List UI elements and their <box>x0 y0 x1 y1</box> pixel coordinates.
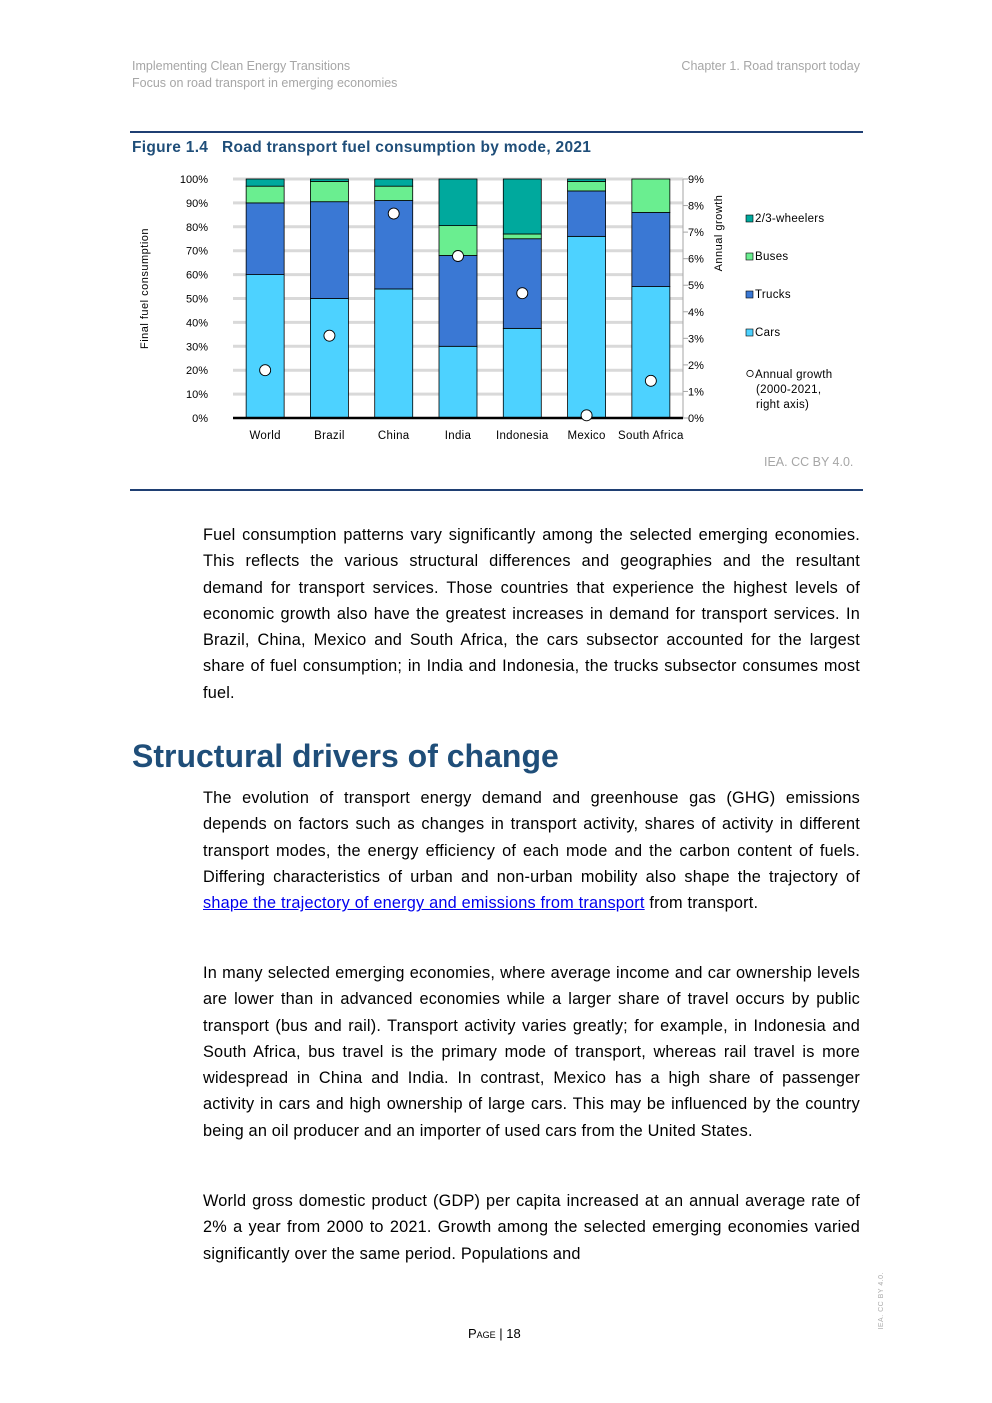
paragraph-text: The evolution of transport energy demand and greenhouse gas (GHG) emissions depends on factors such as changes in transport activity, shares of activity in different transport modes, the energy efficiency of each mode and the carbon content of fuels. Differing characteristics of urban and non-urban mobility also shape the trajectory of <box>203 789 860 886</box>
growth-marker <box>517 288 528 299</box>
figure-top-rule <box>130 131 863 133</box>
bar-segment-cars <box>246 275 284 418</box>
y2-tick-label: 6% <box>688 253 704 266</box>
legend-swatch-trucks <box>746 291 753 298</box>
header-title: Implementing Clean Energy Transitions <box>132 59 351 73</box>
bar-segment-trucks <box>310 202 348 299</box>
bar-segment-buses <box>632 179 670 212</box>
bar-segment-cars <box>632 287 670 418</box>
bar-segment-trucks <box>568 191 606 236</box>
legend-label: 2/3-wheelers <box>755 213 825 225</box>
y-tick-label: 10% <box>185 389 208 402</box>
figure-credit: IEA. CC BY 4.0. <box>764 455 854 469</box>
x-tick-label: Indonesia <box>495 430 549 442</box>
y-tick-label: 20% <box>185 365 208 378</box>
bar-segment-cars <box>503 328 541 418</box>
bar-segment-2-3-wheelers <box>310 179 348 181</box>
legend-swatch-cars <box>746 329 753 336</box>
y2-tick-label: 7% <box>688 227 704 240</box>
side-credit: IEA. CC BY 4.0. <box>878 1272 885 1330</box>
paragraph-emerging-economies: In many selected emerging economies, where average income and car ownership levels are lower than in advanced economies while a larger share of travel occurs by public transport (bus and rail). Transport activity varies greatly; for example, in Indonesia and South Africa, bus travel is the primary mode of transport, whereas rail travel is more widespread in China and India. In contrast, Mexico has a high share of passenger activity in cars and high ownership of large cars. This may be influenced by the country being an oil producer and an importer of used cars from the United States. <box>203 964 860 1140</box>
paragraph-fuel-consumption: Fuel consumption patterns vary significantly among the selected emerging economies. This reflects the various structural differences and geographies and the resultant demand for transport services. Those countries that experience the highest levels of economic growth also have the greatest increases in demand for transport services. In Brazil, China, Mexico and South Africa, the cars subsector accounted for the largest share of fuel consumption; in India and Indonesia, the trucks subsector consumes most fuel. <box>203 526 860 702</box>
bar-segment-buses <box>310 181 348 201</box>
bar-segment-2-3-wheelers <box>503 179 541 234</box>
y-tick-label: 70% <box>185 245 208 258</box>
paragraph-text: from transport. <box>644 894 759 913</box>
growth-marker <box>645 375 656 386</box>
y2-tick-label: 0% <box>688 413 704 425</box>
y-tick-label: 60% <box>185 269 208 282</box>
paragraph-evolution <box>203 785 860 916</box>
growth-marker <box>260 365 271 376</box>
x-tick-label: South Africa <box>618 430 684 442</box>
legend-label: Trucks <box>755 289 791 301</box>
bar-segment-cars <box>375 289 413 418</box>
x-tick-label: World <box>249 430 281 442</box>
running-header-chapter: Chapter 1. Road transport today <box>681 59 860 73</box>
y2-tick-label: 1% <box>688 386 704 399</box>
y-tick-label: 30% <box>185 341 208 354</box>
x-tick-label: Mexico <box>567 430 606 442</box>
running-header-left <box>132 58 397 92</box>
legend-label: Cars <box>755 327 781 339</box>
bar-segment-cars <box>439 346 477 418</box>
bar-segment-buses <box>568 181 606 191</box>
page-number: Page | 18 <box>468 1326 521 1341</box>
section-heading: Structural drivers of change <box>132 738 559 774</box>
x-tick-label: India <box>444 430 472 442</box>
y2-tick-label: 9% <box>688 174 704 186</box>
legend-label: (2000-2021, <box>756 384 822 396</box>
y2-tick-label: 8% <box>688 200 704 213</box>
y-tick-label: 90% <box>185 197 208 210</box>
bar-segment-2-3-wheelers <box>375 179 413 186</box>
legend-swatch-2-3-wheelers <box>746 215 753 222</box>
bar-segment-trucks <box>246 203 284 275</box>
legend-growth-marker <box>747 370 753 376</box>
x-tick-label: China <box>377 430 410 442</box>
bar-segment-2-3-wheelers <box>246 179 284 186</box>
legend-label: Buses <box>755 251 789 263</box>
y-tick-label: 80% <box>185 221 208 234</box>
y-tick-label: 40% <box>185 317 208 330</box>
bar-segment-buses <box>503 234 541 239</box>
figure-bottom-rule <box>130 489 863 491</box>
paragraph-gdp: World gross domestic product (GDP) per capita increased at an annual average rate of 2% a year from 2000 to 2021. Growth among the selected emerging economies varied significantly over the same period. Populations and <box>203 1192 860 1263</box>
bar-segment-trucks <box>503 239 541 329</box>
trajectory-link[interactable]: shape the trajectory of energy and emissions from transport <box>203 894 645 913</box>
growth-marker <box>324 330 335 341</box>
legend-label: Annual growth <box>755 369 833 381</box>
y2-tick-label: 5% <box>688 280 704 293</box>
bar-segment-cars <box>568 236 606 418</box>
bar-segment-trucks <box>439 255 477 346</box>
growth-marker <box>581 410 592 421</box>
bar-segment-2-3-wheelers <box>568 179 606 181</box>
bar-segment-cars <box>310 299 348 419</box>
bar-segment-buses <box>246 186 284 203</box>
y2-axis-title: Annual growth <box>713 194 725 272</box>
x-tick-label: Brazil <box>314 430 345 442</box>
figure-title: Figure 1.4 Road transport fuel consumption by mode, 2021 <box>132 139 592 156</box>
y2-tick-label: 4% <box>688 306 704 319</box>
header-subtitle: Focus on road transport in emerging economies <box>132 76 398 90</box>
bar-segment-trucks <box>632 212 670 286</box>
growth-marker <box>388 208 399 219</box>
y-tick-label: 50% <box>185 293 208 306</box>
growth-marker <box>453 251 464 262</box>
bar-segment-buses <box>375 186 413 200</box>
y2-tick-label: 2% <box>688 359 704 372</box>
y-axis-title: Final fuel consumption <box>139 227 151 350</box>
legend-label: right axis) <box>756 399 810 411</box>
y-tick-label: 100% <box>179 174 208 186</box>
bar-segment-2-3-wheelers <box>439 179 477 226</box>
legend-swatch-buses <box>746 253 753 260</box>
y-tick-label: 0% <box>192 413 208 425</box>
y2-tick-label: 3% <box>688 333 704 346</box>
stacked-bar-chart <box>130 170 833 450</box>
